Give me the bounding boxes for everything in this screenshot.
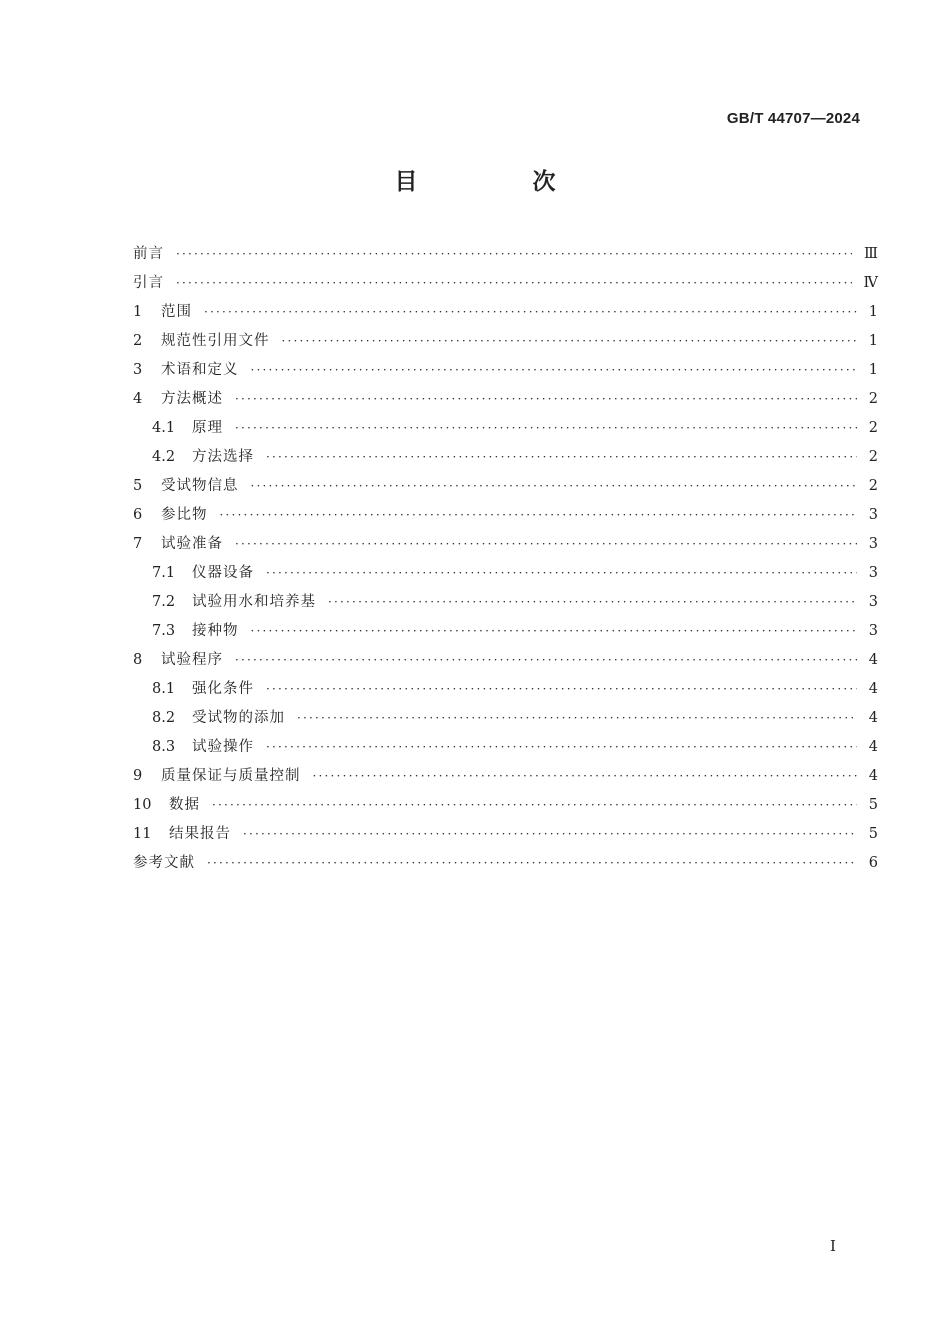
toc-entry[interactable] xyxy=(133,298,878,327)
toc-entry-number: 7.3 xyxy=(152,623,176,639)
dot-leader xyxy=(204,298,857,327)
toc-entry-label: 前言 xyxy=(133,246,164,262)
standard-code: GB/T 44707—2024 xyxy=(726,110,860,127)
toc-entry-number: 3 xyxy=(133,362,143,378)
toc-entry[interactable] xyxy=(133,356,878,385)
toc-entry-number: 5 xyxy=(133,478,143,494)
toc-entry-number: 8.3 xyxy=(152,739,176,755)
toc-entry-number: 4.1 xyxy=(152,420,176,436)
toc-entry-label: 引言 xyxy=(133,275,164,291)
dot-leader xyxy=(251,472,857,501)
toc-entry[interactable] xyxy=(133,327,878,356)
toc-entry-page: 3 xyxy=(868,623,878,639)
toc-entry-page: 3 xyxy=(868,565,878,581)
toc-entry-label: 试验程序 xyxy=(161,652,223,668)
toc-entry-label: 仪器设备 xyxy=(192,565,254,581)
dot-leader xyxy=(251,617,857,646)
dot-leader xyxy=(235,530,857,559)
page-title: 目 次 xyxy=(394,169,602,195)
toc-entry-label: 强化条件 xyxy=(192,681,254,697)
toc-entry[interactable] xyxy=(133,704,878,733)
toc-entry-page: 2 xyxy=(868,478,878,494)
dot-leader xyxy=(251,356,857,385)
toc-entry[interactable] xyxy=(133,733,878,762)
dot-leader xyxy=(235,414,857,443)
toc-entry-label: 质量保证与质量控制 xyxy=(161,768,301,784)
toc-entry[interactable] xyxy=(133,530,878,559)
toc-entry[interactable] xyxy=(133,820,878,849)
toc-entry-number: 8 xyxy=(133,652,143,668)
dot-leader xyxy=(266,675,857,704)
toc-entry-page: 1 xyxy=(868,362,878,378)
toc-entry-number: 10 xyxy=(133,797,152,813)
dot-leader xyxy=(266,559,857,588)
toc-entry[interactable] xyxy=(133,414,878,443)
dot-leader xyxy=(282,327,857,356)
toc-entry-label: 范围 xyxy=(161,304,192,320)
toc-entry-page: 2 xyxy=(868,449,878,465)
toc-entry-number: 8.1 xyxy=(152,681,176,697)
toc-entry-page: 1 xyxy=(868,333,878,349)
toc-entry-page: 1 xyxy=(868,304,878,320)
dot-leader xyxy=(207,849,857,878)
dot-leader xyxy=(212,791,857,820)
dot-leader xyxy=(235,385,857,414)
toc-entry-page: 5 xyxy=(868,797,878,813)
toc-entry[interactable] xyxy=(133,849,878,878)
toc-entry[interactable] xyxy=(133,269,878,298)
toc-entry-number: 6 xyxy=(133,507,143,523)
dot-leader xyxy=(243,820,857,849)
table-of-contents xyxy=(133,240,878,878)
toc-entry-label: 受试物信息 xyxy=(161,478,239,494)
toc-entry-page: 2 xyxy=(868,391,878,407)
dot-leader xyxy=(176,269,852,298)
dot-leader xyxy=(313,762,857,791)
toc-entry-number: 11 xyxy=(133,826,152,842)
toc-entry-page: 6 xyxy=(868,855,878,871)
toc-entry-number: 8.2 xyxy=(152,710,176,726)
toc-entry-page: 4 xyxy=(868,710,878,726)
dot-leader xyxy=(328,588,857,617)
toc-entry[interactable] xyxy=(133,791,878,820)
toc-entry-number: 9 xyxy=(133,768,143,784)
dot-leader xyxy=(220,501,857,530)
dot-leader xyxy=(235,646,857,675)
dot-leader xyxy=(176,240,852,269)
toc-entry-page: 2 xyxy=(868,420,878,436)
toc-entry-number: 1 xyxy=(133,304,143,320)
toc-entry-page: 3 xyxy=(868,507,878,523)
toc-entry[interactable] xyxy=(133,501,878,530)
toc-entry-label: 接种物 xyxy=(192,623,239,639)
toc-entry-label: 数据 xyxy=(169,797,200,813)
toc-entry-page: 5 xyxy=(868,826,878,842)
toc-entry-page: 4 xyxy=(868,768,878,784)
toc-entry-label: 原理 xyxy=(192,420,223,436)
toc-entry-page: Ⅳ xyxy=(863,275,878,291)
page-number: Ⅰ xyxy=(830,1237,836,1255)
toc-entry[interactable] xyxy=(133,385,878,414)
toc-entry-label: 方法概述 xyxy=(161,391,223,407)
toc-entry-page: 3 xyxy=(868,594,878,610)
toc-entry-label: 试验操作 xyxy=(192,739,254,755)
toc-entry[interactable] xyxy=(133,762,878,791)
toc-entry[interactable] xyxy=(133,588,878,617)
toc-entry[interactable] xyxy=(133,443,878,472)
toc-entry[interactable] xyxy=(133,646,878,675)
toc-entry-number: 7 xyxy=(133,536,143,552)
toc-entry[interactable] xyxy=(133,617,878,646)
toc-entry-label: 试验用水和培养基 xyxy=(192,594,316,610)
dot-leader xyxy=(266,733,857,762)
toc-entry-number: 4.2 xyxy=(152,449,176,465)
toc-entry-number: 2 xyxy=(133,333,143,349)
toc-entry-page: 3 xyxy=(868,536,878,552)
toc-entry-label: 方法选择 xyxy=(192,449,254,465)
toc-entry-page: 4 xyxy=(868,652,878,668)
toc-entry-number: 7.2 xyxy=(152,594,176,610)
toc-entry-label: 术语和定义 xyxy=(161,362,239,378)
toc-entry-label: 参比物 xyxy=(161,507,208,523)
toc-entry-label: 规范性引用文件 xyxy=(161,333,270,349)
toc-entry-number: 7.1 xyxy=(152,565,176,581)
toc-entry[interactable] xyxy=(133,472,878,501)
toc-entry-page: Ⅲ xyxy=(864,246,878,262)
toc-entry-label: 受试物的添加 xyxy=(192,710,285,726)
toc-entry[interactable] xyxy=(133,240,878,269)
toc-entry[interactable] xyxy=(133,675,878,704)
dot-leader xyxy=(266,443,857,472)
toc-entry-number: 4 xyxy=(133,391,143,407)
toc-entry[interactable] xyxy=(133,559,878,588)
toc-entry-page: 4 xyxy=(868,739,878,755)
toc-entry-label: 参考文献 xyxy=(133,855,195,871)
toc-entry-page: 4 xyxy=(868,681,878,697)
toc-entry-label: 结果报告 xyxy=(169,826,231,842)
toc-entry-label: 试验准备 xyxy=(161,536,223,552)
dot-leader xyxy=(297,704,857,733)
